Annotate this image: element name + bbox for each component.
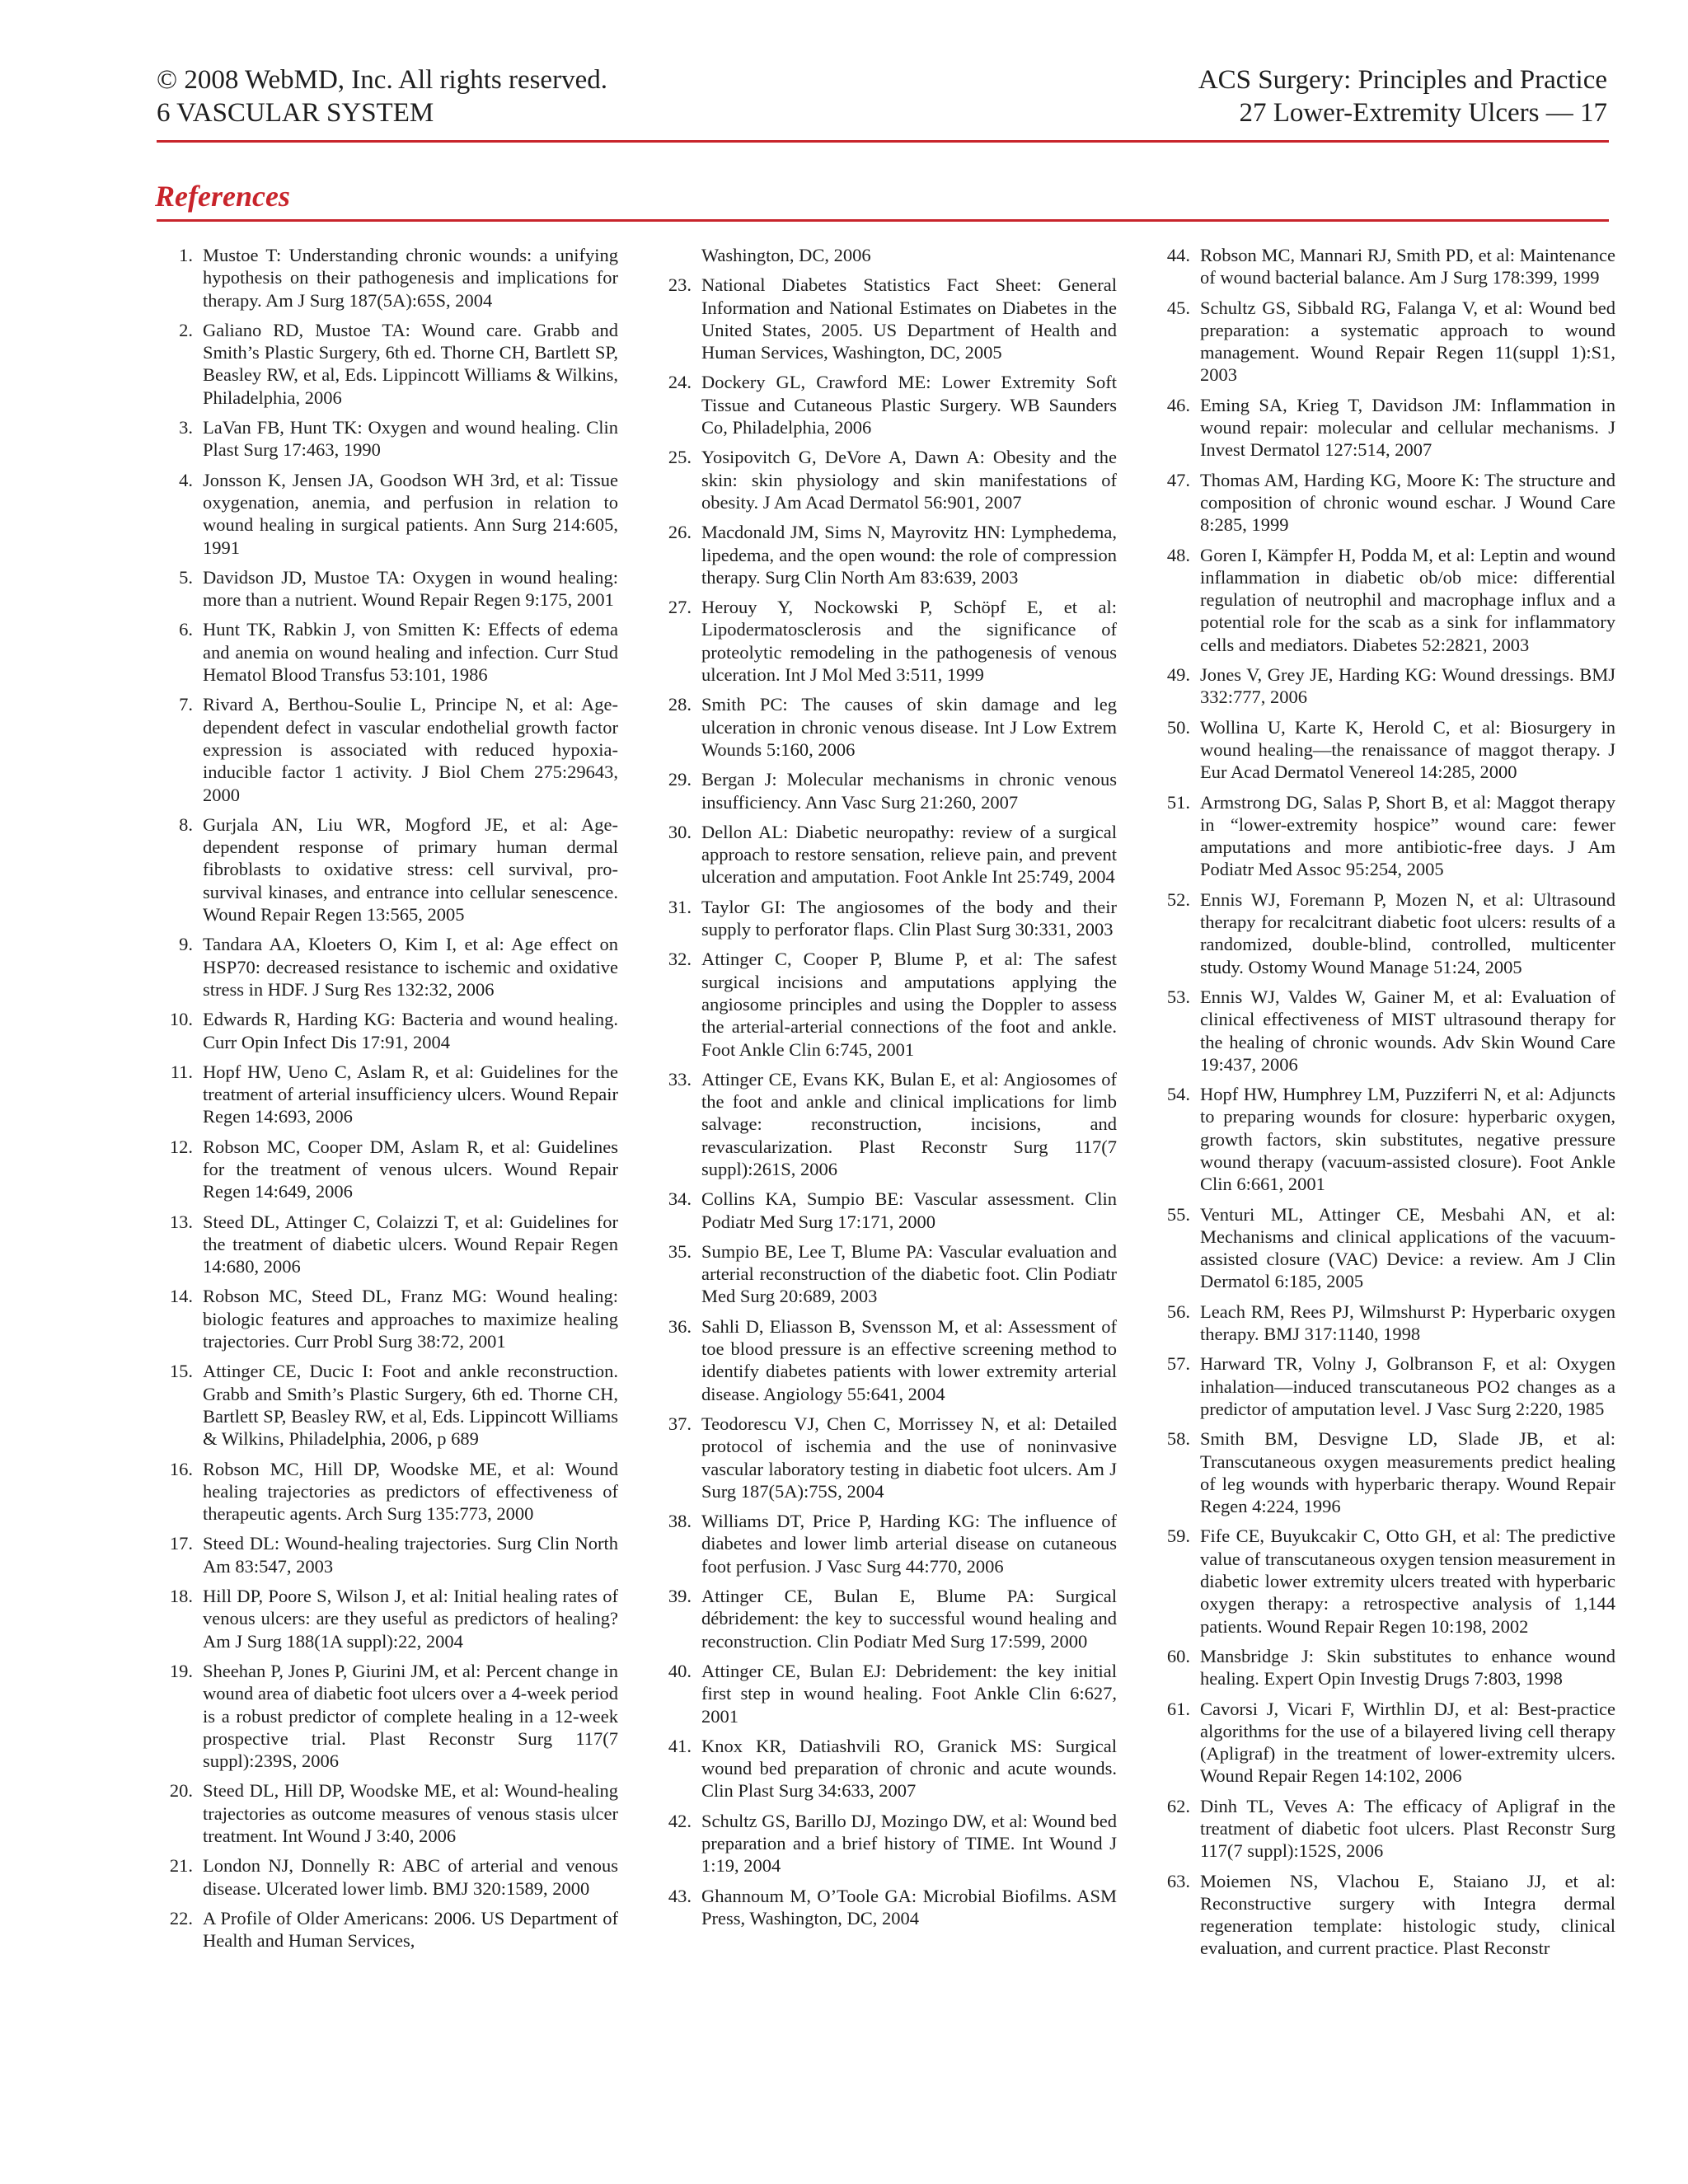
reference-text: Moiemen NS, Vlachou E, Staiano JJ, et al: Reconstructive surgery with Integra dermal regeneration template: histologic study, clinical evaluation, and current practice. Plast Reconstr: [1200, 1870, 1615, 1959]
reference-text: Robson MC, Hill DP, Woodske ME, et al: Wound healing trajectories as predictors of effectiveness of therapeutic agents. Arch Surg 135:773, 2000: [203, 1458, 618, 1525]
reference-number: 48.: [1166, 544, 1190, 565]
reference-number: 17.: [169, 1533, 193, 1554]
reference-text: Ghannoum M, O’Toole GA: Microbial Biofilms. ASM Press, Washington, DC, 2004: [701, 1885, 1117, 1929]
reference-number: 29.: [668, 769, 692, 790]
reference-number: 9.: [179, 934, 193, 955]
reference-item: [655, 948, 1117, 1060]
reference-text: Leach RM, Rees PJ, Wilmshurst P: Hyperbaric oxygen therapy. BMJ 317:1140, 1998: [1200, 1301, 1615, 1345]
reference-item: [1154, 1645, 1615, 1690]
reference-number: 40.: [668, 1660, 692, 1681]
reference-item: [655, 768, 1117, 813]
reference-item: [157, 1532, 618, 1577]
reference-text: Venturi ML, Attinger CE, Mesbahi AN, et al: Mechanisms and clinical applications of the vacuum-assisted closure (VAC) Device: a review. Am J Clin Dermatol 6:185, 2005: [1200, 1203, 1615, 1292]
reference-item: [1154, 663, 1615, 709]
reference-text: Taylor GI: The angiosomes of the body and their supply to perforator flaps. Clin Plast Surg 30:331, 2003: [701, 896, 1117, 940]
reference-item: [157, 1211, 618, 1278]
reference-item: [655, 1068, 1117, 1180]
reference-text: Washington, DC, 2006: [701, 245, 871, 265]
header-rule: [157, 140, 1609, 143]
reference-text: Robson MC, Mannari RJ, Smith PD, et al: Maintenance of wound bacterial balance. Am J Surg 178:399, 1999: [1200, 245, 1615, 288]
reference-number: 49.: [1166, 664, 1190, 686]
copyright-notice: © 2008 WebMD, Inc. All rights reserved.: [157, 65, 607, 95]
reference-item: [157, 1907, 618, 1952]
reference-text: National Diabetes Statistics Fact Sheet: General Information and National Estimates on Diabetes in the United States, 2005. US Department of Health and Human Services, Washington, DC, 2005: [701, 274, 1117, 363]
reference-item: [655, 1735, 1117, 1802]
reference-number: 47.: [1166, 469, 1190, 490]
section-name: 6 VASCULAR SYSTEM: [157, 98, 434, 128]
reference-item: [1154, 544, 1615, 656]
reference-text: Schultz GS, Sibbald RG, Falanga V, et al: Wound bed preparation: a systematic approach to wound management. Wound Repair Regen 11(suppl 1):S1, 2003: [1200, 297, 1615, 386]
reference-text: Hill DP, Poore S, Wilson J, et al: Initial healing rates of venous ulcers: are they useful as predictors of healing? Am J Surg 188(1A suppl):22, 2004: [203, 1586, 618, 1652]
reference-text: London NJ, Donnelly R: ABC of arterial and venous disease. Ulcerated lower limb. BMJ 320:1589, 2000: [203, 1855, 618, 1899]
reference-text: Attinger CE, Evans KK, Bulan E, et al: Angiosomes of the foot and ankle and clinical implications for limb salvage: reconstruction, incisions, and revascularization. Plast Reconstr Surg 117(7 suppl):261S, 2006: [701, 1068, 1117, 1179]
chapter-title: 27 Lower-Extremity Ulcers — 17: [1239, 98, 1607, 128]
reference-number: 63.: [1166, 1870, 1190, 1891]
reference-text: Attinger CE, Bulan E, Blume PA: Surgical débridement: the key to successful wound healing and reconstruction. Clin Podiatr Med Surg 17:599, 2000: [701, 1586, 1117, 1652]
reference-number: 23.: [668, 274, 692, 296]
reference-number: 5.: [179, 566, 193, 588]
reference-number: 25.: [668, 447, 692, 468]
reference-item: [1154, 394, 1615, 462]
reference-item: [1154, 244, 1615, 289]
reference-item: [1154, 716, 1615, 784]
reference-text: Goren I, Kämpfer H, Podda M, et al: Leptin and wound inflammation in diabetic ob/ob mice: differential regulation of neutrophil and macrophage influx and a potential role for the scab as a sink for inflammatory cells and mediators. Diabetes 52:2821, 2003: [1200, 544, 1615, 655]
reference-item: [157, 416, 618, 462]
book-title: ACS Surgery: Principles and Practice: [1198, 65, 1607, 95]
reference-item: [157, 1008, 618, 1053]
reference-item: [157, 813, 618, 926]
reference-item: [1154, 1203, 1615, 1293]
reference-text: Steed DL, Hill DP, Woodske ME, et al: Wound-healing trajectories as outcome measures of venous stasis ulcer treatment. Int Wound J 3:40, 2006: [203, 1780, 618, 1846]
reference-number: 38.: [668, 1511, 692, 1532]
reference-number: 12.: [169, 1136, 193, 1157]
reference-number: 39.: [668, 1586, 692, 1607]
reference-number: 4.: [179, 469, 193, 490]
reference-item: [1154, 1352, 1615, 1420]
reference-text: Williams DT, Price P, Harding KG: The influence of diabetes and lower limb arterial disease on cutaneous foot perfusion. J Vasc Surg 44:770, 2006: [701, 1511, 1117, 1577]
reference-item: [655, 371, 1117, 438]
reference-text: Macdonald JM, Sims N, Mayrovitz HN: Lymphedema, lipedema, and the open wound: the role of compression therapy. Surg Clin North Am 83:639, 2003: [701, 522, 1117, 588]
reference-number: 16.: [169, 1458, 193, 1479]
reference-number: 56.: [1166, 1301, 1190, 1322]
reference-number: 14.: [169, 1286, 193, 1307]
references-column-1: [157, 244, 618, 1959]
reference-text: Attinger CE, Ducic I: Foot and ankle reconstruction. Grabb and Smith’s Plastic Surgery, 6th ed. Thorne CH, Bartlett SP, Beasley RW, et al, Eds. Lippincott Williams & Wilkins, Philadelphia, 2006, p 689: [203, 1361, 618, 1450]
reference-item: [1154, 1301, 1615, 1346]
reference-number: 58.: [1166, 1428, 1190, 1450]
reference-text: Collins KA, Sumpio BE: Vascular assessment. Clin Podiatr Med Surg 17:171, 2000: [701, 1188, 1117, 1232]
reference-number: 61.: [1166, 1698, 1190, 1719]
reference-item: [655, 1510, 1117, 1577]
reference-text: Smith BM, Desvigne LD, Slade JB, et al: Transcutaneous oxygen measurements predict healing of leg wounds with hyperbaric therapy. Wound Repair Regen 4:224, 1996: [1200, 1428, 1615, 1517]
references-column-2: [655, 244, 1117, 1937]
reference-number: 45.: [1166, 297, 1190, 318]
reference-text: Thomas AM, Harding KG, Moore K: The structure and composition of chronic wound eschar. J Wound Care 8:285, 1999: [1200, 469, 1615, 536]
reference-text: Wollina U, Karte K, Herold C, et al: Biosurgery in wound healing—the renaissance of maggot therapy. J Eur Acad Dermatol Venereol 14:285, 2000: [1200, 716, 1615, 783]
reference-number: 21.: [169, 1855, 193, 1877]
reference-text: Robson MC, Cooper DM, Aslam R, et al: Guidelines for the treatment of venous ulcers. Wound Repair Regen 14:649, 2006: [203, 1136, 618, 1202]
reference-item: [655, 1660, 1117, 1727]
reference-number: 44.: [1166, 245, 1190, 265]
reference-item: [655, 446, 1117, 513]
reference-item: [655, 596, 1117, 686]
reference-text: Jonsson K, Jensen JA, Goodson WH 3rd, et al: Tissue oxygenation, anemia, and perfusion in relation to wound healing in surgical patients. Ann Surg 214:605, 1991: [203, 469, 618, 558]
reference-item: [1154, 1795, 1615, 1863]
reference-number: 7.: [179, 694, 193, 715]
reference-item: [1154, 1427, 1615, 1517]
reference-text: Schultz GS, Barillo DJ, Mozingo DW, et al: Wound bed preparation and a brief history of TIME. Int Wound J 1:19, 2004: [701, 1810, 1117, 1877]
reference-text: Rivard A, Berthou-Soulie L, Principe N, et al: Age-dependent defect in vascular endothelial growth factor expression is associated with reduced hypoxia-inducible factor 1 activity. J Biol Chem 275:29643, 2000: [203, 694, 618, 805]
reference-number: 55.: [1166, 1203, 1190, 1225]
reference-number: 53.: [1166, 986, 1190, 1007]
reference-text: Mansbridge J: Skin substitutes to enhance wound healing. Expert Opin Investig Drugs 7:803, 1998: [1200, 1645, 1615, 1690]
reference-number: 20.: [169, 1780, 193, 1802]
running-header: [0, 0, 1688, 148]
reference-number: 50.: [1166, 716, 1190, 738]
reference-item: [655, 821, 1117, 888]
reference-item: [1154, 888, 1615, 978]
reference-number: 37.: [668, 1413, 692, 1434]
reference-item: [655, 244, 1117, 266]
reference-number: 62.: [1166, 1795, 1190, 1816]
reference-item: [1154, 1525, 1615, 1637]
reference-item: [655, 693, 1117, 761]
reference-item: [655, 274, 1117, 363]
reference-number: 3.: [179, 417, 193, 438]
reference-text: Dellon AL: Diabetic neuropathy: review of a surgical approach to restore sensation, relieve pain, and prevent ulceration and amputation. Foot Ankle Int 25:749, 2004: [701, 821, 1117, 888]
reference-item: [655, 1188, 1117, 1233]
reference-text: Dinh TL, Veves A: The efficacy of Apligraf in the treatment of diabetic foot ulcers. Plast Reconstr Surg 117(7 suppl):152S, 2006: [1200, 1795, 1615, 1862]
reference-number: 46.: [1166, 394, 1190, 415]
reference-number: 57.: [1166, 1353, 1190, 1375]
reference-item: [1154, 986, 1615, 1076]
reference-item: [157, 244, 618, 312]
reference-item: [157, 1285, 618, 1352]
reference-text: Davidson JD, Mustoe TA: Oxygen in wound healing: more than a nutrient. Wound Repair Regen 9:175, 2001: [203, 566, 618, 611]
reference-text: Tandara AA, Kloeters O, Kim I, et al: Age effect on HSP70: decreased resistance to ischemic and oxidative stress in HDF. J Surg Res 132:32, 2006: [203, 934, 618, 1000]
reference-item: [157, 1061, 618, 1128]
reference-text: Yosipovitch G, DeVore A, Dawn A: Obesity and the skin: skin physiology and skin manifestations of obesity. J Am Acad Dermatol 56:901, 2007: [701, 447, 1117, 513]
reference-item: [655, 521, 1117, 588]
reference-text: Sheehan P, Jones P, Giurini JM, et al: Percent change in wound area of diabetic foot ulcers over a 4-week period is a robust predictor of complete healing in a 12-week prospective trial. Plast Reconstr Surg 117(7 suppl):239S, 2006: [203, 1660, 618, 1772]
reference-text: LaVan FB, Hunt TK: Oxygen and wound healing. Clin Plast Surg 17:463, 1990: [203, 417, 618, 461]
reference-text: Bergan J: Molecular mechanisms in chronic venous insufficiency. Ann Vasc Surg 21:260, 2007: [701, 769, 1117, 813]
reference-text: Hopf HW, Ueno C, Aslam R, et al: Guidelines for the treatment of arterial insufficiency ulcers. Wound Repair Regen 14:693, 2006: [203, 1061, 618, 1127]
reference-text: A Profile of Older Americans: 2006. US Department of Health and Human Services,: [203, 1907, 618, 1952]
reference-number: 8.: [179, 813, 193, 835]
reference-number: 42.: [668, 1810, 692, 1831]
reference-item: [157, 1660, 618, 1772]
reference-item: [157, 1458, 618, 1526]
reference-number: 13.: [169, 1211, 193, 1232]
reference-number: 36.: [668, 1315, 692, 1337]
reference-text: Edwards R, Harding KG: Bacteria and wound healing. Curr Opin Infect Dis 17:91, 2004: [203, 1009, 618, 1052]
reference-item: [1154, 297, 1615, 387]
reference-number: 28.: [668, 694, 692, 715]
reference-text: Ennis WJ, Valdes W, Gainer M, et al: Evaluation of clinical effectiveness of MIST ultrasound therapy for the healing of chronic wounds. Adv Skin Wound Care 19:437, 2006: [1200, 986, 1615, 1075]
reference-number: 60.: [1166, 1645, 1190, 1666]
reference-text: Eming SA, Krieg T, Davidson JM: Inflammation in wound repair: molecular and cellular mechanisms. J Invest Dermatol 127:514, 2007: [1200, 394, 1615, 461]
reference-number: 52.: [1166, 888, 1190, 910]
reference-number: 27.: [668, 597, 692, 618]
reference-text: Dockery GL, Crawford ME: Lower Extremity Soft Tissue and Cutaneous Plastic Surgery. WB Saunders Co, Philadelphia, 2006: [701, 372, 1117, 438]
reference-number: 11.: [170, 1061, 193, 1082]
reference-text: Robson MC, Steed DL, Franz MG: Wound healing: biologic features and approaches to maximize healing trajectories. Curr Probl Surg 38:72, 2001: [203, 1286, 618, 1352]
reference-number: 32.: [668, 949, 692, 970]
reference-text: Sumpio BE, Lee T, Blume PA: Vascular evaluation and arterial reconstruction of the diabetic foot. Clin Podiatr Med Surg 20:689, 2003: [701, 1240, 1117, 1307]
reference-text: Sahli D, Eliasson B, Svensson M, et al: Assessment of toe blood pressure is an effective screening method to identify diabetes patients with lower extremity arterial disease. Angiology 55:641, 2004: [701, 1315, 1117, 1404]
reference-text: Ennis WJ, Foremann P, Mozen N, et al: Ultrasound therapy for recalcitrant diabetic foot ulcers: results of a randomized, double-blind, controlled, multicenter study. Ostomy Wound Manage 51:24, 2005: [1200, 888, 1615, 977]
reference-item: [157, 693, 618, 805]
reference-text: Jones V, Grey JE, Harding KG: Wound dressings. BMJ 332:777, 2006: [1200, 664, 1615, 708]
reference-item: [157, 1779, 618, 1847]
reference-text: Steed DL, Attinger C, Colaizzi T, et al: Guidelines for the treatment of diabetic ulcers. Wound Repair Regen 14:680, 2006: [203, 1211, 618, 1277]
references-heading: References: [155, 180, 290, 213]
reference-item: [655, 1885, 1117, 1930]
references-column-3: [1154, 244, 1615, 1967]
reference-item: [655, 1240, 1117, 1308]
reference-number: 41.: [668, 1735, 692, 1756]
reference-text: Galiano RD, Mustoe TA: Wound care. Grabb and Smith’s Plastic Surgery, 6th ed. Thorne CH, Bartlett SP, Beasley RW, et al, Eds. Lippincott Williams & Wilkins, Philadelphia, 2006: [203, 319, 618, 408]
reference-text: Cavorsi J, Vicari F, Wirthlin DJ, et al: Best-practice algorithms for the use of a bilayered living cell therapy (Apligraf) in the treatment of lower-extremity ulcers. Wound Repair Regen 14:102, 2006: [1200, 1698, 1615, 1787]
reference-number: 34.: [668, 1188, 692, 1210]
reference-text: Fife CE, Buyukcakir C, Otto GH, et al: The predictive value of transcutaneous oxygen tension measurement in diabetic lower extremity ulcers treated with hyperbaric oxygen therapy: a retrospective analysis of 1,144 patients. Wound Repair Regen 10:198, 2002: [1200, 1526, 1615, 1637]
reference-item: [157, 618, 618, 686]
reference-item: [157, 319, 618, 409]
reference-number: 18.: [169, 1586, 193, 1607]
reference-text: Hopf HW, Humphrey LM, Puzziferri N, et al: Adjuncts to preparing wounds for closure: hyperbaric oxygen, growth factors, skin substitutes, negative pressure wound therapy (vacuum-assisted closure). Foot Ankle Clin 6:661, 2001: [1200, 1084, 1615, 1195]
reference-number: 30.: [668, 821, 692, 842]
reference-item: [157, 1854, 618, 1900]
reference-number: 15.: [169, 1361, 193, 1382]
reference-text: Knox KR, Datiashvili RO, Granick MS: Surgical wound bed preparation of chronic and acute wounds. Clin Plast Surg 34:633, 2007: [701, 1735, 1117, 1802]
reference-text: Steed DL: Wound-healing trajectories. Surg Clin North Am 83:547, 2003: [203, 1533, 618, 1577]
reference-item: [157, 1585, 618, 1652]
reference-item: [655, 1413, 1117, 1502]
reference-number: 26.: [668, 522, 692, 543]
reference-number: 22.: [169, 1907, 193, 1929]
reference-number: 51.: [1166, 791, 1190, 813]
reference-item: [157, 469, 618, 559]
reference-number: 33.: [668, 1068, 692, 1090]
reference-item: [1154, 1083, 1615, 1195]
reference-text: Armstrong DG, Salas P, Short B, et al: Maggot therapy in “lower-extremity hospice” wound care: fewer amputations and more antibiotic-free days. J Am Podiatr Med Assoc 95:254, 2005: [1200, 791, 1615, 880]
reference-text: Attinger C, Cooper P, Blume P, et al: The safest surgical incisions and amputations applying the angiosome principles and using the Doppler to assess the arterial-arterial connections of the foot and ankle. Foot Ankle Clin 6:745, 2001: [701, 949, 1117, 1060]
reference-item: [157, 566, 618, 612]
reference-number: 35.: [668, 1240, 692, 1262]
reference-text: Hunt TK, Rabkin J, von Smitten K: Effects of edema and anemia on wound healing and infection. Curr Stud Hematol Blood Transfus 53:101, 1986: [203, 619, 618, 686]
reference-item: [157, 933, 618, 1001]
reference-item: [1154, 1698, 1615, 1788]
reference-item: [1154, 791, 1615, 881]
reference-number: 24.: [668, 372, 692, 393]
reference-item: [655, 1810, 1117, 1877]
reference-text: Attinger CE, Bulan EJ: Debridement: the key initial first step in wound healing. Foot Ankle Clin 6:627, 2001: [701, 1660, 1117, 1727]
reference-item: [655, 1315, 1117, 1405]
reference-text: Gurjala AN, Liu WR, Mogford JE, et al: Age-dependent response of primary human dermal fibroblasts to oxidative stress: cell survival, pro-survival kinases, and entrance into cellular senescence. Wound Repair Regen 13:565, 2005: [203, 813, 618, 926]
reference-number: 10.: [169, 1009, 193, 1030]
reference-number: 54.: [1166, 1084, 1190, 1105]
reference-item: [1154, 469, 1615, 537]
reference-text: Mustoe T: Understanding chronic wounds: a unifying hypothesis on their pathogenesis and implications for therapy. Am J Surg 187(5A):65S, 2004: [203, 245, 618, 311]
reference-number: 31.: [668, 896, 692, 917]
reference-item: [655, 896, 1117, 941]
reference-number: 59.: [1166, 1526, 1190, 1547]
reference-number: 1.: [179, 245, 193, 265]
reference-text: Herouy Y, Nockowski P, Schöpf E, et al: Lipodermatosclerosis and the significance of proteolytic remodeling in the pathogenesis of venous ulceration. Int J Mol Med 3:511, 1999: [701, 597, 1117, 686]
reference-text: Smith PC: The causes of skin damage and leg ulceration in chronic venous disease. Int J Low Extrem Wounds 5:160, 2006: [701, 694, 1117, 760]
reference-number: 19.: [169, 1660, 193, 1681]
reference-item: [157, 1136, 618, 1203]
references-rule: [157, 219, 1609, 222]
reference-number: 6.: [179, 619, 193, 640]
reference-text: Harward TR, Volny J, Golbranson F, et al: Oxygen inhalation—induced transcutaneous PO2 changes as a predictor of amputation level. J Vasc Surg 2:220, 1985: [1200, 1353, 1615, 1419]
reference-item: [1154, 1870, 1615, 1960]
reference-text: Teodorescu VJ, Chen C, Morrissey N, et al: Detailed protocol of ischemia and the use of noninvasive vascular laboratory testing in diabetic foot ulcers. Am J Surg 187(5A):75S, 2004: [701, 1413, 1117, 1502]
reference-item: [655, 1585, 1117, 1652]
reference-item: [157, 1360, 618, 1450]
reference-number: 43.: [668, 1885, 692, 1906]
reference-number: 2.: [179, 319, 193, 340]
